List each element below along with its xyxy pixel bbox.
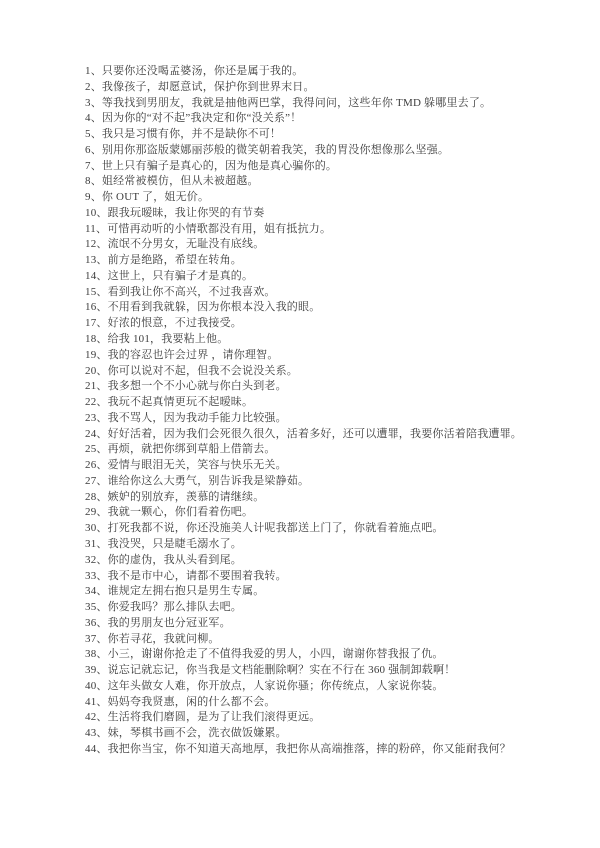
list-item: 9、你 OUT 了，姐无价。: [85, 191, 210, 204]
list-item: 15、看到我让你不高兴，不过我喜欢。: [85, 285, 276, 298]
list-item: 41、妈妈夸我贤惠，闲的什么都不会。: [85, 695, 276, 708]
list-item: 18、给我 101，我要粘上他。: [85, 333, 229, 346]
list-item: 25、再烦，就把你绑到草船上借箭去。: [85, 443, 276, 456]
list-item: 1、只要你还没喝孟婆汤，你还是属于我的。: [85, 65, 304, 77]
list-item: 33、我不是市中心，请都不要围着我转。: [85, 569, 287, 582]
list-item: 2、我像孩子，却愿意试，保护你到世界末日。: [85, 80, 315, 93]
list-item: 11、可惜再动听的小情歌都没有用，姐有抵抗力。: [85, 222, 332, 235]
list-item: 13、前方是绝路，希望在转角。: [85, 254, 242, 267]
list-item: 12、流氓不分男女，无耻没有底线。: [85, 238, 265, 251]
list-item: 24、好好活着，因为我们会死很久很久，活着多好，还可以遭罪，我要你活着陪我遭罪。: [85, 427, 522, 440]
list-item: 5、我只是习惯有你，并不是缺你不可！: [85, 128, 282, 141]
list-item: 31、我没哭，只是睫毛溺水了。: [85, 537, 242, 550]
list-item: 6、别用你那盗版蒙娜丽莎般的微笑朝着我笑，我的胃没你想像那么坚强。: [85, 143, 450, 156]
list-item: 42、生活将我们磨圆，是为了让我们滚得更远。: [85, 711, 321, 724]
list-item: 26、爱情与眼泪无关，笑容与快乐无关。: [85, 459, 287, 472]
list-item: 23、我不骂人，因为我动手能力比较强。: [85, 411, 287, 424]
list-item: 4、因为你的“对不起”我决定和你“没关系”！: [85, 112, 302, 125]
list-item: 44、我把你当宝，你不知道天高地厚，我把你从高端推落，摔的粉碎，你又能耐我何？: [85, 742, 511, 755]
list-item: 21、我多想一个不小心就与你白头到老。: [85, 380, 287, 393]
list-item: 22、我玩不起真情更玩不起暧昧。: [85, 396, 254, 409]
list-item: 35、你爱我吗？那么排队去吧。: [85, 601, 242, 614]
quote-list: [85, 64, 580, 758]
list-item: 43、妹，琴棋书画不会，洗衣做饭嫌累。: [85, 727, 287, 740]
list-item: 20、你可以说对不起，但我不会说没关系。: [85, 364, 298, 377]
list-item: 36、我的男朋友也分冠亚军。: [85, 616, 231, 629]
list-item: 37、你若寻花，我就问柳。: [85, 632, 220, 645]
list-item: 7、世上只有骗子是真心的，因为他是真心骗你的。: [85, 159, 338, 172]
list-item: 29、我就一颗心，你们看着伤吧。: [85, 506, 254, 519]
list-item: 34、谁规定左拥右抱只是男生专属。: [85, 585, 265, 598]
list-item: 38、小三，谢谢你抢走了不值得我爱的男人，小四，谢谢你替我报了仇。: [85, 648, 444, 661]
list-item: 19、我的容忍也许会过界 ，请你理智。: [85, 348, 279, 361]
list-item: 10、跟我玩暧昧，我让你哭的有节奏: [85, 206, 265, 219]
list-item: 16、不用看到我就躲，因为你根本没入我的眼。: [85, 301, 321, 314]
list-item: 39、说忘记就忘记，你当我是文档能删除啊？实在不行在 360 强制卸载啊！: [85, 664, 456, 677]
list-item: 27、谁给你这么大勇气，别告诉我是梁静茹。: [85, 474, 310, 487]
list-item: 8、姐经常被模仿，但从未被超越。: [85, 175, 259, 188]
list-item: 17、好浓的恨意，不过我接受。: [85, 317, 242, 330]
list-item: 3、等我找到男朋友，我就是抽他两巴掌，我得问问，这些年你 TMD 躲哪里去了。: [85, 96, 492, 109]
list-item: 14、这世上，只有骗子才是真的。: [85, 269, 254, 282]
list-item: 40、这年头做女人难，你开放点，人家说你骚；你传统点，人家说你装。: [85, 679, 444, 692]
list-item: 30、打死我都不说，你还没施美人计呢我都送上门了，你就看着施点吧。: [85, 522, 444, 535]
list-item: 32、你的虚伪，我从头看到尾。: [85, 553, 242, 566]
list-item: 28、嫉妒的别放弃，羡慕的请继续。: [85, 490, 265, 503]
